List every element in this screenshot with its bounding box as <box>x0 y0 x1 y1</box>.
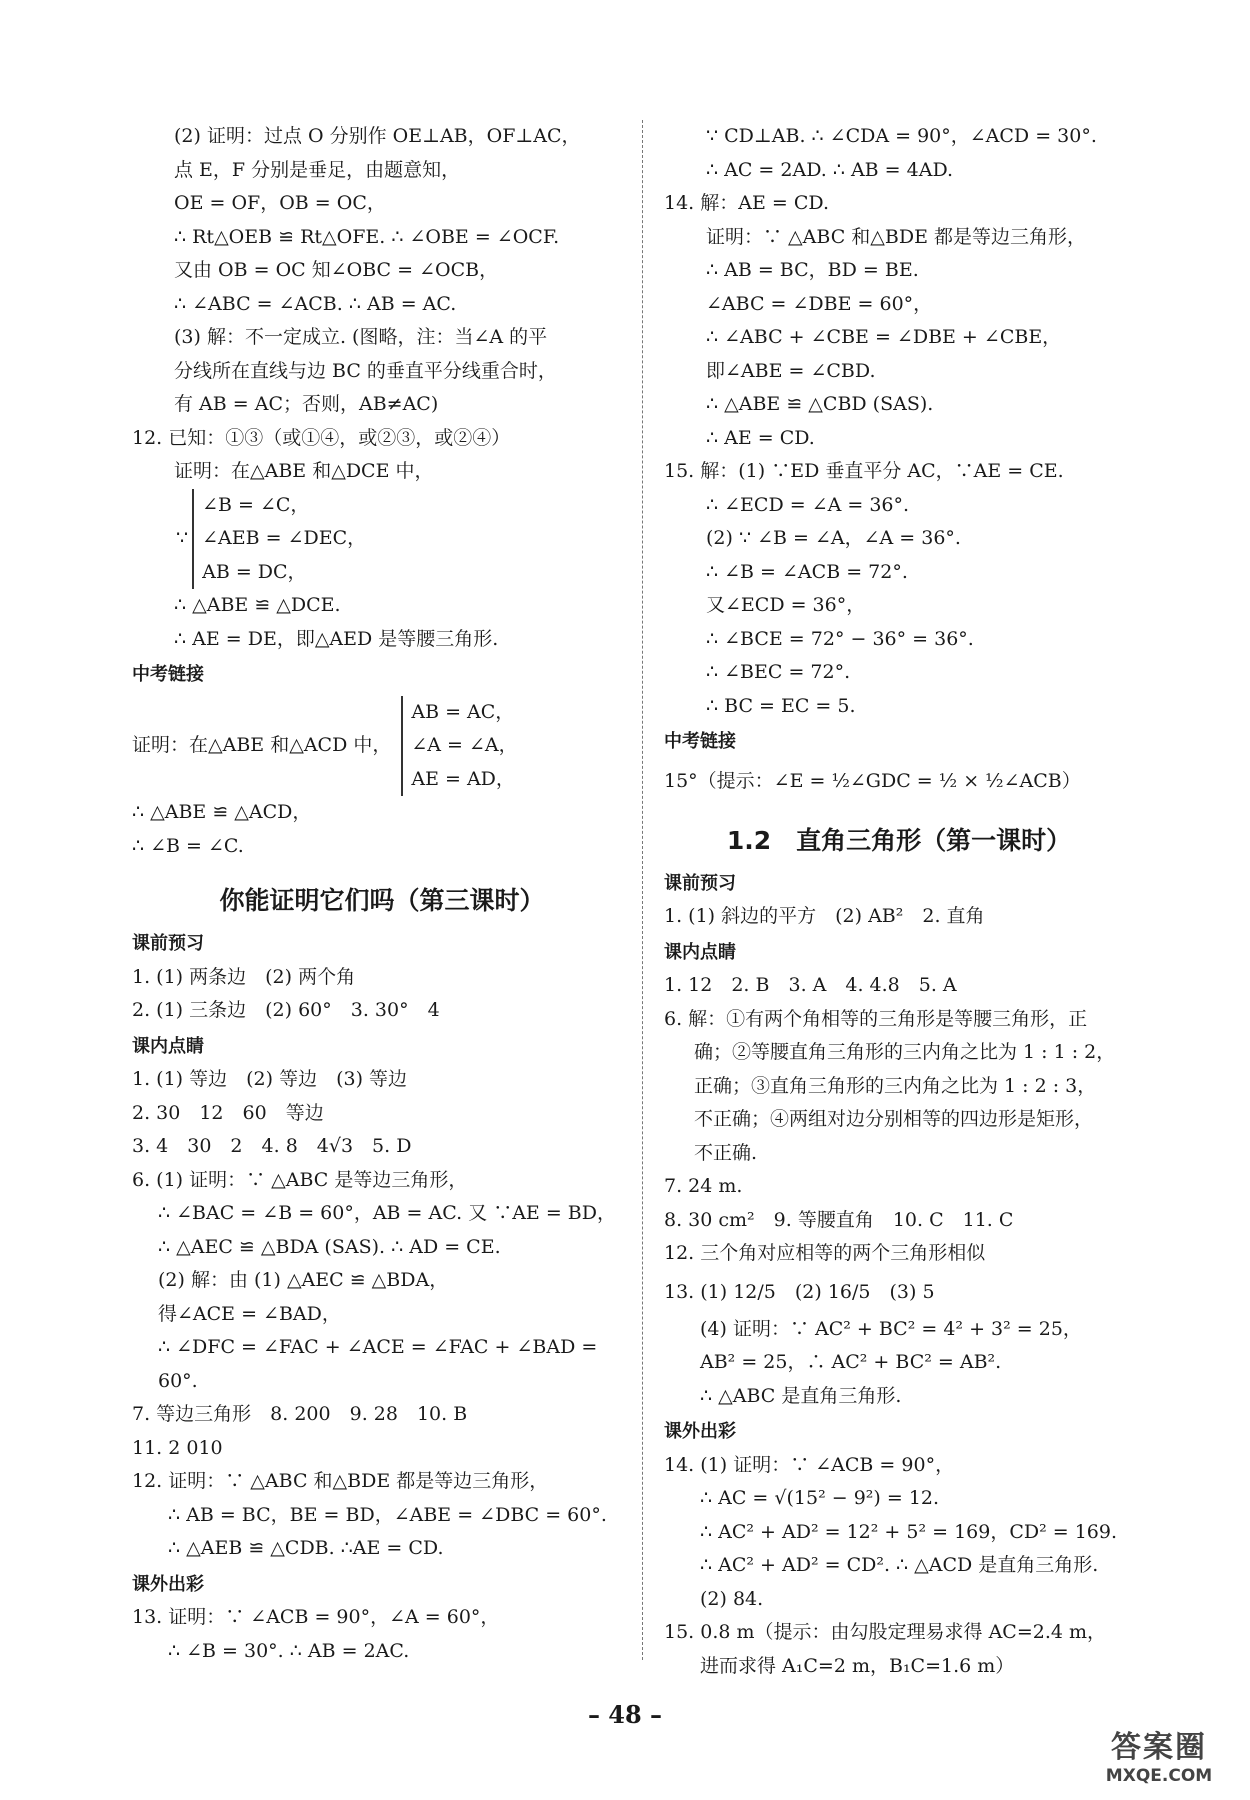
text-line: 15°（提示：∠E = ½∠GDC = ½ × ½∠ACB） <box>664 769 1081 792</box>
brace-lines <box>192 489 366 590</box>
text-line: ∴ AC = √(15² − 9²) = 12. <box>700 1487 940 1509</box>
text-line: ∴ ∠B = 30°. ∴ AB = 2AC. <box>168 1639 410 1662</box>
zk-brace-group <box>132 696 632 797</box>
text-line: 13. (1) 12/5 (2) 16/5 (3) 5 <box>664 1280 935 1303</box>
q14b-solution <box>664 1482 1134 1616</box>
text-line: ∴ ∠B = ∠ACB = 72°. <box>706 560 908 583</box>
text-line: 进而求得 A₁C=2 m，B₁C=1.6 m） <box>700 1654 1015 1677</box>
text-line: 1. (1) 两条边 (2) 两个角 <box>132 965 356 988</box>
text-line: 1. (1) 等边 (2) 等边 (3) 等边 <box>132 1068 408 1090</box>
text-line: ∴ △AEC ≌ △BDA (SAS). ∴ AD = CE. <box>158 1235 501 1258</box>
zk-proof: 证明：在△ABE 和△ACD 中， <box>132 734 392 756</box>
watermark-logo <box>1084 1722 1234 1792</box>
text-line: ∴ △ABC 是直角三角形. <box>700 1384 902 1407</box>
text-line: AB = DC， <box>202 560 307 583</box>
text-line: 1. 12 2. B 3. A 4. 4.8 5. A <box>664 974 957 996</box>
brace-lines <box>401 696 517 797</box>
text-line: (4) 证明：∵ AC² + BC² = 4² + 3² = 25， <box>700 1317 1082 1340</box>
q12-proof: 证明：在△ABE 和△DCE 中， <box>174 460 434 482</box>
text-line: 60°. <box>158 1369 198 1392</box>
text-line: ∴ AC² + AD² = 12² + 5² = 169，CD² = 169. <box>700 1520 1118 1543</box>
q13-proof <box>664 1313 1134 1414</box>
section-heading-zhongkao: 中考链接 <box>132 664 204 685</box>
text-line: ∠A = ∠A， <box>411 734 518 756</box>
q6-solution <box>664 1036 1134 1170</box>
text-line: ∴ △ABE ≌ △CBD (SAS). <box>706 393 934 415</box>
text-line: ∴ AC² + AD² = CD². ∴ △ACD 是直角三角形. <box>700 1554 1099 1576</box>
text-line: 正确；③直角三角形的三内角之比为 1 : 2 : 3， <box>694 1074 1097 1097</box>
text-line: ∴ ∠B = ∠C. <box>132 834 244 857</box>
text-line: ∴ ∠DFC = ∠FAC + ∠ACE = ∠FAC + ∠BAD = <box>158 1336 598 1358</box>
text-line: 又由 OB = OC 知∠OBC = ∠OCB， <box>174 259 499 281</box>
text-line: ∴ ∠BEC = 72°. <box>706 661 851 683</box>
text-line: 7. 24 m. <box>664 1175 743 1197</box>
section-heading-inclass: 课内点睛 <box>664 941 736 963</box>
text-line: 1. (1) 斜边的平方 (2) AB² 2. 直角 <box>664 905 985 927</box>
text-line: ∴ AB = BC，BD = BE. <box>706 259 919 281</box>
text-line: 3. 4 30 2 4. 8 4√3 5. D <box>132 1135 412 1157</box>
text-line: 又∠ECD = 36°， <box>706 594 866 616</box>
text-line: ∠ABC = ∠DBE = 60°， <box>706 292 933 315</box>
left-column <box>132 120 632 1668</box>
text-line: ∴ AE = CD. <box>706 426 815 449</box>
text-line: 不正确. <box>694 1141 758 1164</box>
text-line: ∴ Rt△OEB ≌ Rt△OFE. ∴ ∠OBE = ∠OCF. <box>174 225 560 248</box>
section-heading-extra: 课外出彩 <box>132 1573 204 1595</box>
text-line: ∠AEB = ∠DEC， <box>202 527 367 549</box>
text-line: ∴ ∠BAC = ∠B = 60°，AB = AC. 又 ∵AE = BD， <box>158 1202 616 1224</box>
right-column <box>664 120 1134 1683</box>
text-line: 2. 30 12 60 等边 <box>132 1101 324 1124</box>
text-line: ∴ △AEB ≌ △CDB. ∴AE = CD. <box>168 1537 444 1559</box>
watermark-top: 答案圈 <box>1111 1730 1207 1765</box>
q15-head: 15. 解：(1) ∵ED 垂直平分 AC，∵AE = CE. <box>664 460 1064 482</box>
q11-continued <box>132 120 632 422</box>
text-line: 13. 证明：∵ ∠ACB = 90°，∠A = 60°， <box>132 1606 500 1628</box>
text-line: ∴ ∠ECD = ∠A = 36°. <box>706 493 910 516</box>
text-line: 8. 30 cm² 9. 等腰直角 10. C 11. C <box>664 1208 1014 1231</box>
text-line: ∴ ∠ABC + ∠CBE = ∠DBE + ∠CBE， <box>706 326 1062 348</box>
q12b-solution <box>132 1499 632 1566</box>
text-line: 有 AB = AC；否则，AB≠AC) <box>174 393 439 415</box>
text-line: 证明：∵ △ABC 和△BDE 都是等边三角形， <box>706 225 1086 248</box>
text-line: OE = OF，OB = OC， <box>174 192 386 214</box>
q12-label: 12. 已知：①③（或①④，或②③，或②④） <box>132 426 511 449</box>
text-line: ∴ △ABE ≌ △DCE. <box>174 594 341 616</box>
q14b-head: 14. (1) 证明：∵ ∠ACB = 90°， <box>664 1453 955 1476</box>
q14-solution <box>664 221 1134 456</box>
section-heading-extra: 课外出彩 <box>664 1421 736 1442</box>
text-line: ∴ ∠ABC = ∠ACB. ∴ AB = AC. <box>174 292 457 315</box>
text-line: 确；②等腰直角三角形的三内角之比为 1 : 1 : 2， <box>694 1041 1116 1063</box>
text-line: ∴ AB = BC，BE = BD，∠ABE = ∠DBC = 60°. <box>168 1503 607 1526</box>
text-line: AB = AC， <box>411 700 515 723</box>
text-line: 12. 证明：∵ △ABC 和△BDE 都是等边三角形， <box>132 1470 549 1492</box>
text-line: AE = AD， <box>411 767 515 790</box>
section-title: 1.2 直角三角形（第一课时） <box>726 825 1072 855</box>
text-line: 分线所在直线与边 BC 的垂直平分线重合时， <box>174 359 557 382</box>
text-line: AB² = 25，∴ AC² + BC² = AB². <box>700 1351 1002 1373</box>
text-line: 2. (1) 三条边 (2) 60° 3. 30° 4 <box>132 999 440 1021</box>
text-line: ∴ AE = DE，即△AED 是等腰三角形. <box>174 627 499 650</box>
text-line: 7. 等边三角形 8. 200 9. 28 10. B <box>132 1403 468 1425</box>
q13-continued <box>664 120 1134 187</box>
text-line: ∵ CD⊥AB. ∴ ∠CDA = 90°，∠ACD = 30°. <box>706 125 1097 147</box>
section-heading-inclass: 课内点睛 <box>132 1035 204 1057</box>
section-heading-zhongkao: 中考链接 <box>664 731 736 752</box>
text-line: 12. 三个角对应相等的两个三角形相似 <box>664 1242 986 1264</box>
text-line: ∠B = ∠C， <box>202 493 310 516</box>
q15b-head: 15. 0.8 m（提示：由勾股定理易求得 AC=2.4 m， <box>664 1621 1107 1643</box>
text-line: 6. (1) 证明：∵ △ABC 是等边三角形， <box>132 1168 468 1191</box>
watermark-bottom: MXQE.COM <box>1105 1766 1213 1786</box>
section-heading-preview: 课前预习 <box>664 872 736 894</box>
page-number: – 48 – <box>587 1700 663 1729</box>
text-line: (2) ∵ ∠B = ∠A，∠A = 36°. <box>706 527 961 549</box>
text-line: ∴ BC = EC = 5. <box>706 694 856 717</box>
column-divider <box>642 120 643 1660</box>
text-line: (2) 证明：过点 O 分别作 OE⊥AB，OF⊥AC， <box>174 125 581 147</box>
text-line: (2) 解：由 (1) △AEC ≌ △BDA， <box>158 1269 449 1291</box>
text-line: ∴ △ABE ≌ △ACD， <box>132 801 312 823</box>
text-line: 6. 解：①有两个角相等的三角形是等腰三角形，正 <box>664 1007 1088 1030</box>
q14-head: 14. 解：AE = CD. <box>664 192 829 214</box>
q6-solution <box>132 1197 632 1398</box>
text-line: 即∠ABE = ∠CBD. <box>706 359 876 382</box>
section-heading-preview: 课前预习 <box>132 933 204 954</box>
text-line: (2) 84. <box>700 1587 764 1610</box>
text-line: 11. 2 010 <box>132 1436 223 1459</box>
text-line: 不正确；④两组对边分别相等的四边形是矩形， <box>694 1108 1094 1130</box>
text-line: ∴ ∠BCE = 72° − 36° = 36°. <box>706 627 974 650</box>
q12-brace-group <box>132 489 632 590</box>
text-line: ∴ AC = 2AD. ∴ AB = 4AD. <box>706 158 954 181</box>
because-symbol: ∵ <box>176 527 189 549</box>
text-line: (3) 解：不一定成立. (图略，注：当∠A 的平 <box>174 326 548 348</box>
text-line: 点 E，F 分别是垂足，由题意知， <box>174 158 461 181</box>
text-line: 得∠ACE = ∠BAD， <box>158 1302 341 1325</box>
q15-solution <box>664 489 1134 724</box>
section-title: 你能证明它们吗（第三课时） <box>219 886 545 915</box>
